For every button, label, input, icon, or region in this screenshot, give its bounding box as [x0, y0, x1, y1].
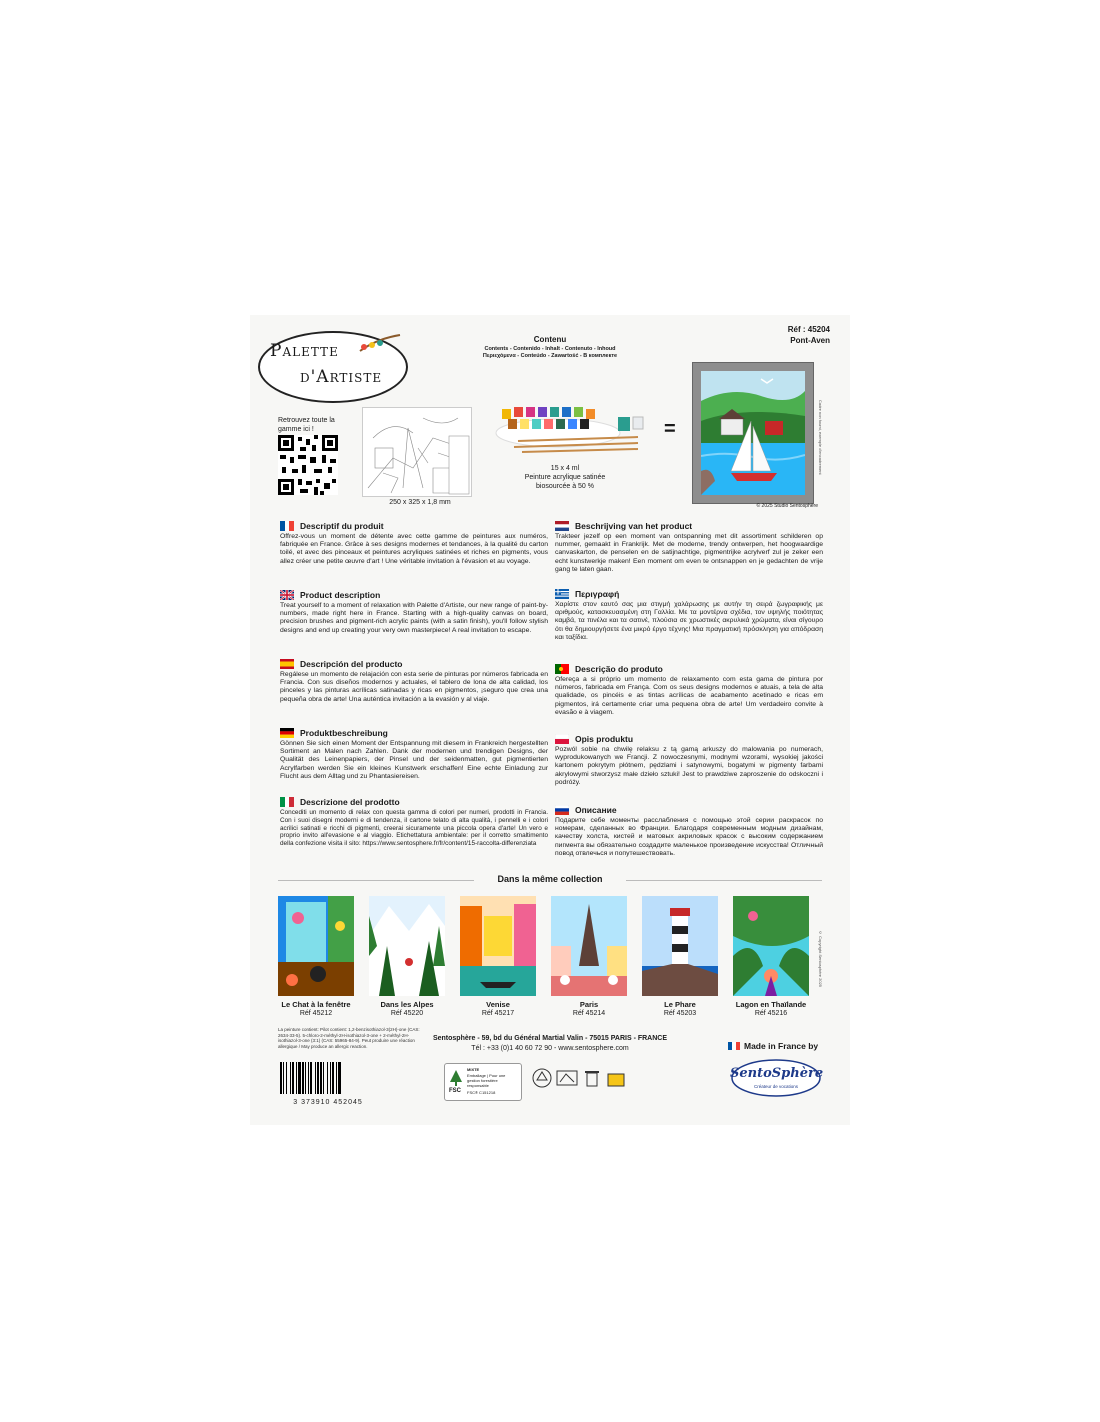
desc-title: Descrição do produto: [575, 664, 663, 674]
caption-name: Paris: [579, 1000, 599, 1009]
qr-label: Retrouvez toute la gamme ici !: [278, 417, 335, 433]
desc-title: Beschrijving van het product: [575, 521, 693, 531]
collection-thumb-alpes[interactable]: [369, 896, 445, 996]
caption-ref: Réf 45214: [572, 1010, 606, 1017]
desc-title: Descrizione del prodotto: [300, 797, 400, 807]
canvas-sketch: [362, 407, 472, 497]
canvas-dimensions: 250 x 325 x 1,8 mm: [389, 499, 451, 506]
address-line2: Tél : +33 (0)1 40 60 72 90 - www.sentosphere.com: [471, 1045, 629, 1052]
flag-fr-icon: [280, 521, 294, 531]
barcode-bar: [338, 1062, 341, 1094]
barcode-bar: [336, 1062, 337, 1094]
barcode-bar: [320, 1062, 322, 1094]
bin-icon: [582, 1068, 602, 1088]
caption-name: Dans les Alpes: [380, 1000, 434, 1009]
line-drawing-icon: [363, 408, 471, 496]
desc-title: Descripción del producto: [300, 659, 403, 669]
contents-subtitle-line2: Περιεχόμενα - Conteúdo - Zawartość - В комплекте: [482, 353, 618, 359]
brand-name: SentoSphère: [730, 1066, 824, 1081]
fsc-text: Emballage | Pour une gestion forestière responsable: [467, 1073, 506, 1088]
collection-caption: [357, 1001, 457, 1018]
desc-text: Regálese un momento de relajación con esta serie de pinturas por números fabricada en Francia. Con sus diseños modernos y actuales, el tablero de lona de alta calidad, los pinceles y las pinturas acrílicas satinadas y ricas en pigmentos, ¡seguro que crea una pequeña obra de arte! Una auténtica invitación a la evasión y al viaje.: [280, 671, 548, 703]
lighthouse-icon: [642, 896, 718, 996]
caption-ref: Réf 45216: [754, 1010, 788, 1017]
barcode-bar: [305, 1062, 306, 1094]
barcode-bar: [280, 1062, 282, 1094]
tree-icon: [448, 1068, 464, 1088]
caption-name: Venise: [486, 1000, 510, 1009]
desc-title: Product description: [300, 590, 381, 600]
flag-fr-icon: [728, 1042, 740, 1050]
flag-gr-icon: [555, 589, 569, 599]
collection-copyright: © Copyright Sentosphère 2025: [818, 930, 823, 988]
desc-title: Descriptif du produit: [300, 521, 384, 531]
barcode-bar: [330, 1062, 331, 1094]
caption-ref: Réf 45212: [299, 1010, 333, 1017]
collection-thumb-lagon[interactable]: [733, 896, 809, 996]
caption-name: Le Phare: [664, 1000, 696, 1009]
paint-caption: 15 x 4 ml Peinture acrylique satinée biosourcée à 50 %: [524, 465, 606, 490]
barcode-bar: [292, 1062, 294, 1094]
desc-text: Trakteer jezelf op een moment van ontspanning met dit assortiment schilderen op nummer, gemaakt in Frankrijk. Met de moderne, trendy ontwerpen, het hoogwaardige canvaskarton, de penselen en de satijnachtige, pigmentrijke acrylverf zul je zeker een echt kunstwerkje maken! Een moment om even te ontsnappen en je gedachten de vrije gang te laten gaan.: [555, 533, 823, 573]
contents-subtitle-line1: Contents - Contenido - Inhalt - Contenuto - Inhoud: [484, 346, 616, 352]
flag-de-icon: [280, 728, 294, 738]
desc-ru: [555, 804, 823, 858]
divider-right: [626, 880, 822, 881]
desc-text: Concediti un momento di relax con questa gamma di colori per numeri, prodotti in Francia. Con i suoi disegni moderni e di tendenza, il cartone telato di alta qualità, i pennelli e i colori acrilici satinati e ricchi di pigmenti, creerai sicuramente una piccola opera d'arte! Un vero e proprio invito all'evasione e al viaggio. Etichettatura ambientale: per il corretto smaltimento della confezione visita il sito: https://www.sentosphere.fr/fr/content/15-raccolta-differenziata: [280, 809, 548, 848]
palette-logo: [258, 331, 408, 403]
collection-caption: [266, 1001, 366, 1018]
sailboat-painting-icon: [701, 371, 805, 495]
desc-text: Χαρίστε στον εαυτό σας μια στιγμή χαλάρωσης με αυτήν τη σειρά ζωγραφικής με αριθμούς, κατασκευασμένη στη Γαλλία. Με τα μοντέρνα σχέδια, τον υψηλής ποιότητας καμβά, τα πινέλα και τα σατινέ, πλούσια σε χρωστικές ακρυλικά χρώματα, είναι σίγουρο ότι θα δημιουργήσετε ένα μικρό έργο τέχνης! Μια πραγματική πρόσκληση για απόδραση και ταξίδια.: [555, 601, 823, 641]
desc-it: [280, 796, 548, 848]
caption-ref: Réf 45220: [390, 1010, 424, 1017]
caption-name: Le Chat à la fenêtre: [281, 1000, 351, 1009]
recycle-icon: [532, 1068, 552, 1088]
product-ref: [740, 324, 830, 346]
barcode-bar: [283, 1062, 284, 1094]
lagoon-icon: [733, 896, 809, 996]
desc-title: Περιγραφή: [575, 589, 620, 599]
flag-nl-icon: [555, 521, 569, 531]
painting-preview: [701, 371, 805, 495]
made-in-label: Made in France by: [744, 1041, 819, 1051]
logo-line2: d'Artiste: [300, 367, 383, 387]
barcode-bar: [327, 1062, 328, 1094]
fsc-mixte: MIXTE: [467, 1067, 480, 1072]
collection-thumb-phare[interactable]: [642, 896, 718, 996]
safety-fine-print: La peinture contient: Pilot contient: 1,2-benzisothiazol-3(2H)-one (CAS: 2634-33-5). 5-chloro-2-méthyl-2H-isothiazol-3-one + 2-méthyl-2H-isothiazol-3-one (3:1) (CAS: 55965-84-9). Peut produire une réaction allergique / May produce an allergic reaction.: [278, 1027, 420, 1049]
fsc-badge: [444, 1063, 522, 1101]
barcode: [278, 1062, 378, 1106]
paris-icon: [551, 896, 627, 996]
desc-title: Produktbeschreibung: [300, 728, 388, 738]
barcode-digits: 3 373910 452045: [293, 1099, 363, 1106]
desc-pl: [555, 733, 823, 787]
alps-icon: [369, 896, 445, 996]
desc-text: Offrez-vous un moment de détente avec cette gamme de peintures aux numéros, fabriquée en France. Grâce à ses designs modernes et tendances, à la qualité du carton toilé, et avec des pinceaux et peintures acryliques satinées et riches en pigments, vous allez créer une petite œuvre d'art ! Une véritable invitation à l'évasion et au voyage.: [280, 533, 548, 565]
barcode-bar: [302, 1062, 304, 1094]
desc-uk: [280, 589, 548, 635]
collection-thumb-venise[interactable]: [460, 896, 536, 996]
barcode-bar: [290, 1062, 291, 1094]
barcode-bar: [286, 1062, 287, 1094]
barcode-bar: [308, 1062, 309, 1094]
collection-title: Dans la même collection: [497, 874, 603, 884]
artwork-copyright: © 2025 Studio Sentosphère: [756, 503, 818, 509]
desc-nl: [555, 520, 823, 574]
desc-gr: [555, 588, 823, 642]
desc-text: Gönnen Sie sich einen Moment der Entspannung mit diesem in Frankreich hergestellten Sortiment an Malen nach Zahlen. Dank der modernen und trendigen Designs, der Qualität des Leinenpapiers, der Pinsel und der seidenmatten, gut pigmentierten Acrylfarben werden Sie ein kleines Kunstwerk erschaffen! Eine echte Einladung zur Flucht aus dem Alltag und zu Phantasiereisen.: [280, 740, 548, 780]
collection-thumb-paris[interactable]: [551, 896, 627, 996]
collection-caption: [721, 1001, 821, 1018]
barcode-bar: [298, 1062, 301, 1094]
made-in-france: [728, 1041, 818, 1051]
desc-fr: [280, 520, 548, 566]
collection-caption: [630, 1001, 730, 1018]
caption-name: Lagon en Thaïlande: [735, 1000, 807, 1009]
recycling-logos: [532, 1068, 626, 1092]
triman-icon: [556, 1068, 578, 1088]
collection-caption: [539, 1001, 639, 1018]
framed-painting: [692, 362, 814, 504]
barcode-bar: [323, 1062, 324, 1094]
logo-line1: Palette: [270, 341, 339, 361]
equals-sign: =: [664, 418, 676, 440]
qr-icon: [278, 435, 338, 495]
contents-title: Contenu: [533, 335, 567, 344]
barcode-icon: [278, 1062, 378, 1094]
desc-text: Pozwól sobie na chwilę relaksu z tą gamą arkuszy do malowania po numerach, wyprodukowanych we Francji. Z nowoczesnymi, modnymi wzorami, wysokiej jakości kartonem pokrytym płótnem, pędzlami i satynowymi, bogatymi w pigmenty farbami akrylowymi stworzysz małe dzieło sztuki! Jest to prawdziwe zaproszenie do odskoczni i podróży.: [555, 746, 823, 786]
barcode-bar: [317, 1062, 319, 1094]
desc-title: Описание: [575, 805, 617, 815]
caption-ref: Réf 45217: [481, 1010, 515, 1017]
paint-set-image: [488, 395, 648, 455]
desc-title: Opis produktu: [575, 734, 634, 744]
qr-code[interactable]: [278, 435, 338, 495]
address-line1: Sentosphère - 59, bd du Général Martial Valin - 75015 PARIS - FRANCE: [432, 1035, 668, 1042]
flag-uk-icon: [280, 590, 294, 600]
caption-ref: Réf 45203: [663, 1010, 697, 1017]
fsc-label: FSC: [449, 1088, 461, 1094]
contents-subtitle: [450, 346, 650, 360]
barcode-bar: [315, 1062, 316, 1094]
desc-text: Подарите себе моменты расслабления с помощью этой серии раскрасок по номерам, сделанных во Франции. Благодаря современным модным дизайнам, качеству холста, кистей и матовых акриловых красок с высоким содержанием пигмента вы обязательно создадите маленькое произведение искусства! Отличный повод отвлечься и попутешествовать.: [555, 817, 823, 857]
ref-name: Pont-Aven: [790, 336, 830, 345]
flag-ru-icon: [555, 805, 569, 815]
ref-number: Réf : 45204: [787, 325, 830, 334]
barcode-bar: [332, 1062, 334, 1094]
barcode-bar: [296, 1062, 297, 1094]
desc-pt: [555, 663, 823, 717]
desc-es: [280, 658, 548, 704]
flag-pl-icon: [555, 734, 569, 744]
brush-icon: [356, 333, 402, 355]
collection-caption: [448, 1001, 548, 1018]
flag-it-icon: [280, 797, 294, 807]
address: [430, 1034, 670, 1054]
sentosphere-logo: [730, 1058, 822, 1098]
barcode-bar: [310, 1062, 312, 1094]
desc-de: [280, 727, 548, 781]
venice-icon: [460, 896, 536, 996]
cat-window-icon: [278, 896, 354, 996]
desc-text: Ofereça a si próprio um momento de relaxamento com esta gama de pintura por números, fabricada em França. Com os seus designs modernos e atuais, a tela de alta qualidade, os pincéis e as tintas acrílicas de acabamento acetinado e ricas em pigmentos, irá certamente criar uma pequena obra de arte! Um verdadeiro convite à evasão e à viagem.: [555, 676, 823, 716]
flag-pt-icon: [555, 664, 569, 674]
flag-es-icon: [280, 659, 294, 669]
frame-note: Cadre non fourni, exemple d'encadrement: [818, 400, 823, 475]
fsc-code: FSC® C151218: [467, 1090, 496, 1095]
paint-pots-icon: [488, 395, 648, 455]
brand-tagline: Créateur de vocations: [753, 1084, 799, 1089]
collection-thumb-chat[interactable]: [278, 896, 354, 996]
sorting-icon: [606, 1068, 626, 1088]
desc-text: Treat yourself to a moment of relaxation with Palette d'Artiste, our new range of paint-by-numbers, made right here in France. Starting with a high-quality canvas on board, precision brushes and pigment-rich acrylic paints (with a satin finish), you'll follow stylish designs and end up creating your very own masterpiece! A real invitation to escape.: [280, 602, 548, 634]
